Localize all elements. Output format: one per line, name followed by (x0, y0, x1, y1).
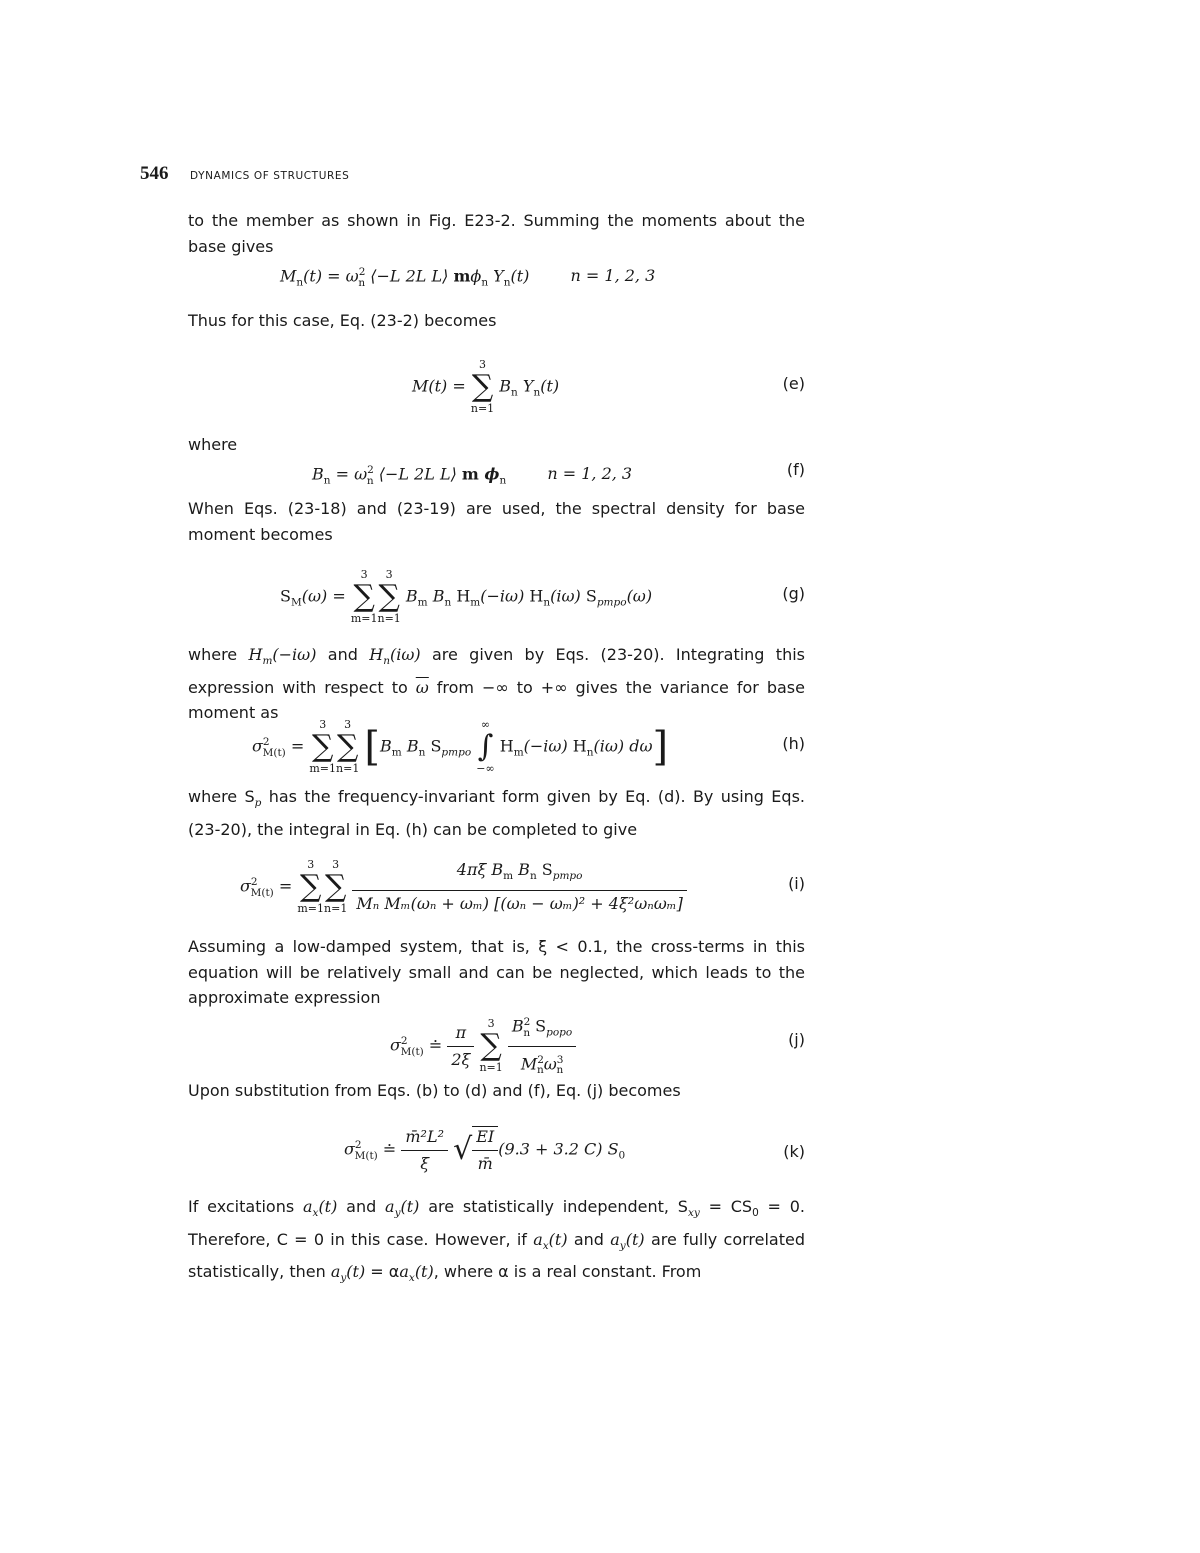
page-number: 546 (140, 163, 169, 184)
equation-g-row (188, 562, 805, 624)
running-title: DYNAMICS OF STRUCTURES (190, 170, 350, 182)
paragraph-8: Upon substitution from Eqs. (b) to (d) and (f), Eq. (j) becomes (188, 1081, 681, 1100)
equation-h: $\sigma^2_{M(t)}$ = 3 ∑ m=1 3 ∑ n=1 [$B_m$ $B_n$ $S_{pmpo}$ ∞ ∫ −∞ $H_m(-i\omega)$ $H_n(i\omega)$ dω] (252, 718, 669, 775)
equation-e-row (188, 352, 805, 414)
paragraph-1: to the member as shown in Fig. E23-2. Summing the moments about the base gives (188, 211, 805, 256)
equation-f: $B_n = \omega^2_n$ ⟨−L 2L L⟩ m $\phi_n$ n = 1, 2, 3 (312, 464, 633, 487)
equation-j-label: (j) (788, 1030, 805, 1049)
equation-i: $\sigma^2_{M(t)}$ = 3 ∑ m=1 3 ∑ n=1 $\frac{4\pi\xi B_m B_n S_{pmpo}}{\text{Mₙ Mₘ(ωₙ + ωₘ) [(ωₙ − ωₘ)² + 4ξ²ωₙωₘ]}}$ (240, 858, 687, 916)
equation-e-label: (e) (782, 374, 805, 393)
paragraph-5: where $H_m(-i\omega)$ and $H_n(i\omega)$ are given by Eqs. (23-20). Integrating this expression with respect to $\overline{\omega}$ from −∞ to +∞ gives the variance for base moment as (188, 645, 805, 723)
equation-j-row (188, 1008, 805, 1077)
equation-mn: $M_n(t) = \omega^2_n$ ⟨−L 2L L⟩ $m\phi_n$ $Y_n(t) n = 1$, 2, 3 (280, 266, 656, 289)
equation-mn-row (188, 260, 805, 290)
equation-f-label: (f) (786, 460, 805, 479)
paragraph-3: where (188, 435, 238, 454)
equation-h-label: (h) (782, 734, 805, 753)
equation-f-row (188, 458, 805, 488)
equation-g: $S_M(\omega)$ = 3 ∑ m=1 3 ∑ n=1 $B_m$ $B_n$ $H_m(-i\omega)$ $H_n(i\omega)$ $S_{pmpo}(\omega)$ (280, 568, 653, 625)
equation-k-label: (k) (783, 1142, 805, 1161)
paragraph-4: When Eqs. (23-18) and (23-19) are used, the spectral density for base moment becomes (188, 499, 805, 544)
paragraph-9: If excitations $a_x(t)$ and $a_y(t)$ are statistically independent, $S_{xy} = CS_0 = 0$. Therefore, C = 0 in this case. However, if $a_x(t)$ and $a_y(t)$ are fully correlated statistically, then $a_y(t) = \alpha a_x(t)$, where α is a real constant. From (188, 1197, 806, 1285)
paragraph-7: Assuming a low-damped system, that is, ξ < 0.1, the cross-terms in this equation will be relatively small and can be neglected, which leads to the approximate expression (188, 937, 805, 1007)
equation-g-label: (g) (782, 584, 805, 603)
equation-j: $\sigma^2_{M(t)}$ ≐ $\frac{\pi}{2\xi}$ 3 ∑ n=1 $\frac{B^2_n S_{popo}}{M^2_n\omega^3_n}$ (390, 1012, 576, 1080)
equation-k-row (188, 1124, 805, 1180)
equation-k: $\sigma^2_{M(t)}$ ≐ $\frac{\text{m̄²L²}}{\xi}$ √ $\frac{EI}{m̄}$ (9.3 + 3.2 C) $S_0$ (344, 1126, 626, 1173)
equation-i-label: (i) (788, 874, 805, 893)
equation-i-row (188, 852, 805, 920)
paragraph-6: where $S_p$ has the frequency-invariant form given by Eq. (d). By using Eqs. (23-20), the integral in Eq. (h) can be completed to give (188, 787, 805, 839)
equation-e: M(t) = 3 ∑ n=1 $B_n$ $Y_n(t)$ (412, 358, 560, 415)
paragraph-2: Thus for this case, Eq. (23-2) becomes (188, 311, 497, 330)
equation-h-row (188, 712, 805, 776)
